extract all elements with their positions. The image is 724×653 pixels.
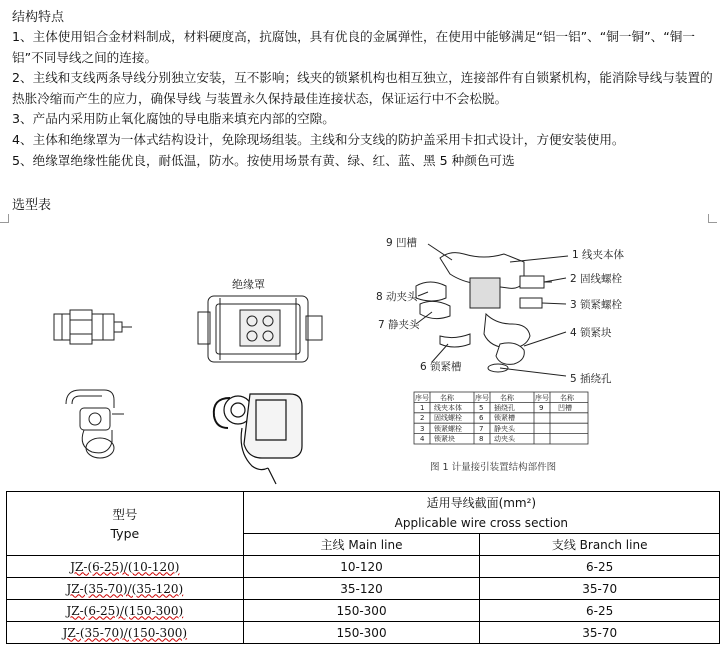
type-header-cn: 型号: [112, 506, 138, 522]
parts-cell: 7: [479, 425, 484, 433]
parts-header: 名称: [500, 394, 514, 402]
clamp-perspective-drawing: [214, 394, 302, 484]
selection-table-title: 选型表: [12, 198, 52, 213]
parts-cell: 动夹头: [494, 435, 515, 443]
parts-cell: 1: [420, 404, 425, 412]
parts-cell: 2: [420, 414, 425, 422]
callout-label: 8 动夹头: [376, 291, 418, 303]
main-line-cell: 35-120: [243, 578, 480, 600]
parts-header: 序号: [535, 394, 549, 402]
callout-label: 4 锁紧块: [570, 327, 612, 339]
parts-cell: 凹槽: [558, 404, 572, 412]
product-drawings: [0, 228, 724, 490]
branch-line-cell: 35-70: [480, 578, 720, 600]
parts-header: 序号: [415, 394, 429, 402]
parts-cell: 3: [420, 425, 425, 433]
table-row: [7, 578, 720, 600]
model-cell: [7, 578, 244, 600]
parts-cell: 锁紧螺栓: [434, 425, 462, 433]
feature-item: 3、产品内采用防止氧化腐蚀的导电脂来填充内部的空隙。: [12, 111, 335, 127]
branch-line-cell: 6-25: [480, 600, 720, 622]
section-header-cn: 适用导线截面(mm²): [243, 492, 719, 514]
parts-header: 序号: [475, 394, 489, 402]
features-list: [12, 27, 717, 171]
parts-cell: 静夹头: [494, 425, 515, 433]
features-heading: 结构特点: [12, 10, 65, 25]
parts-cell: 锁紧槽: [494, 414, 515, 422]
figure-caption: 图 1 计量接引装置结构部件图: [430, 462, 557, 473]
feature-item: 1、主体使用铝合金材料制成，材料硬度高，抗腐蚀，具有优良的金属弹性，在使用中能够满足“铝一铝”、“铜一铜”、“铜一铝”不同导线之间的连接。: [12, 29, 695, 65]
parts-cell: 固线螺栓: [434, 414, 462, 422]
parts-cell: 9: [539, 404, 544, 412]
insulation-cover-drawing: [198, 296, 322, 362]
callout-label: 3 锁紧螺栓: [570, 299, 623, 311]
main-line-cell: 10-120: [243, 556, 480, 578]
section-header-en: Applicable wire cross section: [243, 514, 719, 534]
main-line-cell: 150-300: [243, 622, 480, 644]
callout-label: 7 静夹头: [378, 319, 420, 331]
model-name: JZ-(35-70)/(35-120): [66, 581, 184, 596]
type-header-cell: [7, 492, 244, 556]
main-line-cell: 150-300: [243, 600, 480, 622]
spec-table: [6, 491, 720, 644]
feature-item: 5、绝缘罩绝缘性能优良，耐低温，防水。按使用场景有黄、绿、红、蓝、黑 5 种颜色可选: [12, 152, 515, 168]
callout-label: 6 锁紧槽: [420, 361, 462, 373]
branch-line-header: 支线 Branch line: [480, 534, 720, 556]
parts-table-text: [415, 393, 575, 443]
parts-cell: 锁紧块: [434, 435, 455, 443]
callout-label: 5 插绕孔: [570, 373, 612, 385]
hook-clamp-drawing: [66, 390, 124, 458]
callout-label: 2 固线螺栓: [570, 273, 623, 285]
feature-item: 4、主体和绝缘罩为一体式结构设计，免除现场组装。主线和分支线的防护盖采用卡扣式设计，方便安装使用。: [12, 131, 625, 147]
cover-label: 绝缘罩: [232, 278, 265, 291]
parts-header: 名称: [440, 394, 454, 402]
model-name: JZ-(6-25)/(150-300): [66, 603, 184, 618]
main-line-header: 主线 Main line: [243, 534, 480, 556]
model-cell: [7, 622, 244, 644]
exploded-diagram: [416, 244, 568, 376]
parts-cell: 6: [479, 414, 484, 422]
parts-cell: 线夹本体: [434, 404, 462, 412]
model-cell: [7, 600, 244, 622]
feature-item: 2、主线和支线两条导线分别独立安装，互不影响；线夹的锁紧机构也相互独立，连接部件有自锁紧机构，能消除导线与装置的热胀冷缩而产生的应力，确保导线 与装置永久保持最佳连接状态，保证运行中不会松脱。: [12, 70, 713, 106]
callout-label: 1 线夹本体: [572, 249, 625, 261]
model-name: JZ-(6-25)/(10-120): [70, 559, 180, 574]
callout-label: 9 凹槽: [386, 237, 418, 249]
table-row: [7, 556, 720, 578]
type-header-en: Type: [110, 525, 140, 541]
parts-cell: 8: [479, 435, 484, 443]
branch-line-cell: 6-25: [480, 556, 720, 578]
parts-cell: 5: [479, 404, 484, 412]
table-row: [7, 622, 720, 644]
parts-header: 名称: [560, 394, 574, 402]
parts-cell: 插绕孔: [494, 404, 515, 412]
side-view-drawing: [54, 310, 132, 344]
model-name: JZ-(35-70)/(150-300): [62, 625, 188, 640]
parts-cell: 4: [420, 435, 425, 443]
branch-line-cell: 35-70: [480, 622, 720, 644]
model-cell: [7, 556, 244, 578]
table-row: [7, 600, 720, 622]
page-corner-mark: [708, 214, 717, 223]
page-corner-mark: [0, 214, 9, 223]
